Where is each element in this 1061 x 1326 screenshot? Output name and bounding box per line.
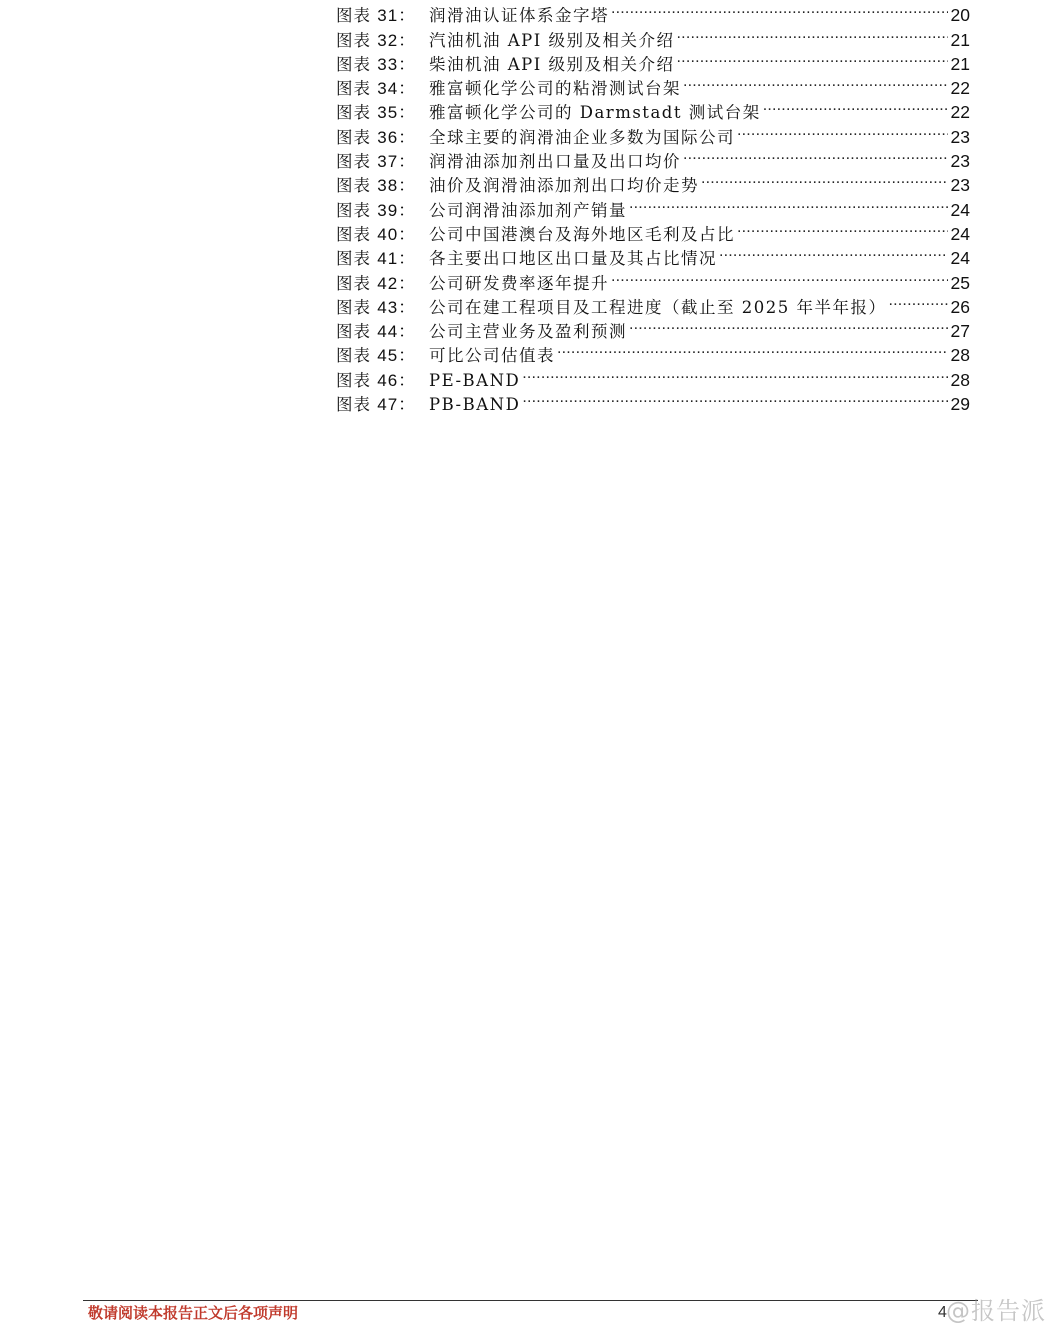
page-ref: 21 — [950, 53, 970, 74]
figure-title: 雅富顿化学公司的 Darmstadt 测试台架 — [429, 103, 761, 123]
figure-number: 43： — [377, 297, 417, 317]
page-ref: 23 — [950, 151, 970, 172]
figure-prefix: 图表 — [336, 176, 371, 196]
dot-leader — [629, 313, 948, 337]
figure-label — [336, 344, 429, 368]
figure-prefix: 图表 — [336, 79, 371, 99]
figure-title: 润滑油添加剂出口量及出口均价 — [429, 152, 681, 172]
page-ref: 28 — [950, 369, 970, 390]
dot-leader — [719, 240, 948, 264]
figure-label — [336, 296, 429, 320]
figure-prefix: 图表 — [336, 395, 371, 415]
figure-label — [336, 369, 429, 393]
figure-label — [336, 29, 429, 53]
footer-divider — [83, 1300, 978, 1301]
figure-prefix: 图表 — [336, 322, 371, 342]
page-ref: 26 — [950, 296, 970, 317]
dot-leader — [701, 167, 948, 191]
figure-label — [336, 77, 429, 101]
table-of-figures — [336, 0, 970, 415]
page-ref: 23 — [950, 126, 970, 147]
dot-leader — [611, 0, 948, 21]
figure-prefix: 图表 — [336, 273, 371, 293]
page-ref: 27 — [950, 321, 970, 342]
footer-disclaimer: 敬请阅读本报告正文后各项声明 — [88, 1304, 299, 1322]
figure-label — [336, 126, 429, 150]
figure-number: 33： — [377, 54, 417, 74]
figure-title: 公司主营业务及盈利预测 — [429, 322, 627, 342]
dot-leader — [683, 143, 948, 167]
figure-label — [336, 101, 429, 125]
figure-title: 汽油机油 API 级别及相关介绍 — [429, 30, 675, 50]
dot-leader — [522, 361, 948, 385]
figure-label — [336, 4, 429, 28]
figure-prefix: 图表 — [336, 103, 371, 123]
figure-number: 40： — [377, 224, 417, 244]
figure-prefix: 图表 — [336, 224, 371, 244]
figure-title: 全球主要的润滑油企业多数为国际公司 — [429, 127, 735, 147]
dot-leader — [629, 191, 948, 215]
dot-leader — [522, 386, 948, 410]
figure-title: 公司润滑油添加剂产销量 — [429, 200, 627, 220]
figure-title: PE-BAND — [429, 370, 521, 390]
dot-leader — [888, 289, 948, 313]
figure-prefix: 图表 — [336, 249, 371, 269]
dot-leader — [677, 21, 948, 45]
dot-leader — [677, 46, 948, 70]
figure-title: 公司中国港澳台及海外地区毛利及占比 — [429, 224, 735, 244]
figure-prefix: 图表 — [336, 370, 371, 390]
figure-prefix: 图表 — [336, 152, 371, 172]
page-ref: 24 — [950, 199, 970, 220]
figure-label — [336, 393, 429, 417]
figure-number: 37： — [377, 152, 417, 172]
figure-number: 47： — [377, 395, 417, 415]
figure-number: 35： — [377, 103, 417, 123]
page-ref: 24 — [950, 223, 970, 244]
page-ref: 22 — [950, 102, 970, 123]
figure-number: 38： — [377, 176, 417, 196]
figure-label — [336, 174, 429, 198]
figure-title: 公司在建工程项目及工程进度（截止至 2025 年半年报） — [429, 297, 887, 317]
figure-label — [336, 150, 429, 174]
figure-prefix: 图表 — [336, 30, 371, 50]
figure-number: 41： — [377, 249, 417, 269]
figure-number: 32： — [377, 30, 417, 50]
figure-prefix: 图表 — [336, 127, 371, 147]
figure-prefix: 图表 — [336, 297, 371, 317]
figure-title: 柴油机油 API 级别及相关介绍 — [429, 54, 675, 74]
figure-label — [336, 53, 429, 77]
dot-leader — [737, 216, 948, 240]
figure-number: 45： — [377, 346, 417, 366]
watermark: @报告派 — [946, 1297, 1046, 1325]
page-ref: 22 — [950, 78, 970, 99]
figure-label — [336, 199, 429, 223]
figure-prefix: 图表 — [336, 54, 371, 74]
figure-prefix: 图表 — [336, 200, 371, 220]
figure-title: 公司研发费率逐年提升 — [429, 273, 609, 293]
figure-number: 46： — [377, 370, 417, 390]
toc-entry[interactable] — [336, 0, 970, 26]
figure-number: 31： — [377, 6, 417, 26]
figure-number: 44： — [377, 322, 417, 342]
dot-leader — [683, 70, 948, 94]
figure-prefix: 图表 — [336, 346, 371, 366]
figure-title: 润滑油认证体系金字塔 — [429, 6, 609, 26]
dot-leader — [611, 264, 948, 288]
figure-label — [336, 320, 429, 344]
figure-title: PB-BAND — [429, 395, 521, 415]
figure-title: 油价及润滑油添加剂出口均价走势 — [429, 176, 699, 196]
dot-leader — [557, 337, 948, 361]
page-number: 4 — [938, 1304, 947, 1321]
figure-number: 36： — [377, 127, 417, 147]
figure-prefix: 图表 — [336, 6, 371, 26]
page-ref: 28 — [950, 345, 970, 366]
figure-label — [336, 272, 429, 296]
figure-label — [336, 223, 429, 247]
figure-number: 42： — [377, 273, 417, 293]
dot-leader — [737, 118, 948, 142]
figure-number: 39： — [377, 200, 417, 220]
figure-title: 各主要出口地区出口量及其占比情况 — [429, 249, 717, 269]
figure-title: 可比公司估值表 — [429, 346, 555, 366]
figure-number: 34： — [377, 79, 417, 99]
page-ref: 20 — [950, 5, 970, 26]
page-ref: 29 — [950, 394, 970, 415]
dot-leader — [763, 94, 948, 118]
figure-label — [336, 247, 429, 271]
page-ref: 23 — [950, 175, 970, 196]
page-ref: 24 — [950, 248, 970, 269]
figure-title: 雅富顿化学公司的粘滑测试台架 — [429, 79, 681, 99]
page-ref: 25 — [950, 272, 970, 293]
page-ref: 21 — [950, 29, 970, 50]
